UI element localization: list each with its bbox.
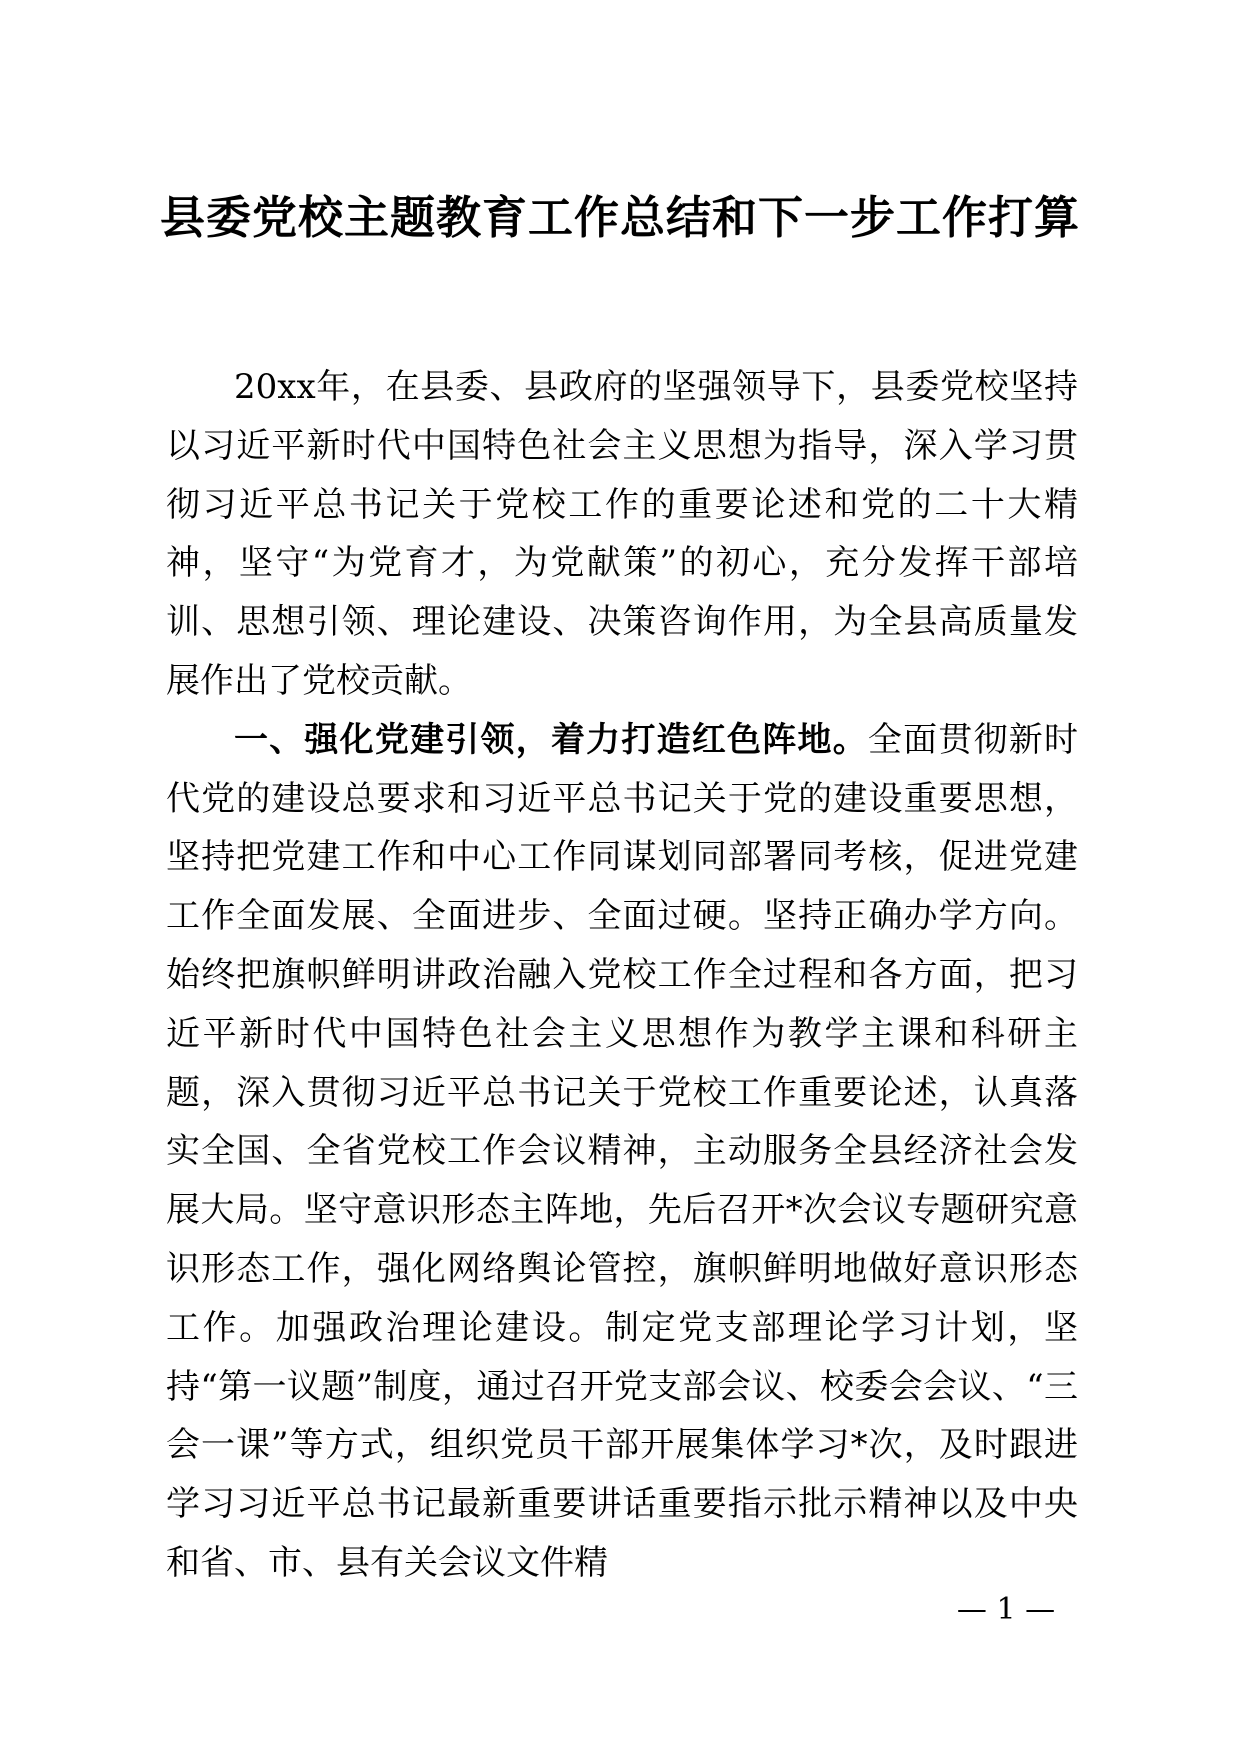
paragraph-section-1 [166,711,1078,1593]
paragraph-text: 全面贯彻新时代党的建设总要求和习近平总书记关于党的建设重要思想，坚持把党建工作和中心工作同谋划同部署同考核，促进党建工作全面发展、全面进步、全面过硬。坚持正确办学方向。始终把旗帜鲜明讲政治融入党校工作全过程和各方面，把习近平新时代中国特色社会主义思想作为教学主课和科研主题，深入贯彻习近平总书记关于党校工作重要论述，认真落实全国、全省党校工作会议精神，主动服务全县经济社会发展大局。坚守意识形态主阵地，先后召开*次会议专题研究意识形态工作，强化网络舆论管控，旗帜鲜明地做好意识形态工作。加强政治理论建设。制定党支部理论学习计划，坚持“第一议题”制度，通过召开党支部会议、校委会会议、“三会一课”等方式，组织党员干部开展集体学习*次，及时跟进学习习近平总书记最新重要讲话重要指示批示精神以及中央和省、市、县有关会议文件精 [166,719,1079,1583]
document-body [166,358,1078,1593]
paragraph-intro [166,358,1078,711]
section-heading: 一、强化党建引领，着力打造红色阵地。 [234,719,868,760]
paragraph-text: 20xx年，在县委、县政府的坚强领导下，县委党校坚持以习近平新时代中国特色社会主义思想为指导，深入学习贯彻习近平总书记关于党校工作的重要论述和党的二十大精神，坚守“为党育才，为党献策”的初心，充分发挥干部培训、思想引领、理论建设、决策咨询作用，为全县高质量发展作出了党校贡献。 [166,367,1078,701]
page-number: — 1 — [956,1592,1056,1627]
document-title: 县委党校主题教育工作总结和下一步工作打算 [160,191,1081,244]
